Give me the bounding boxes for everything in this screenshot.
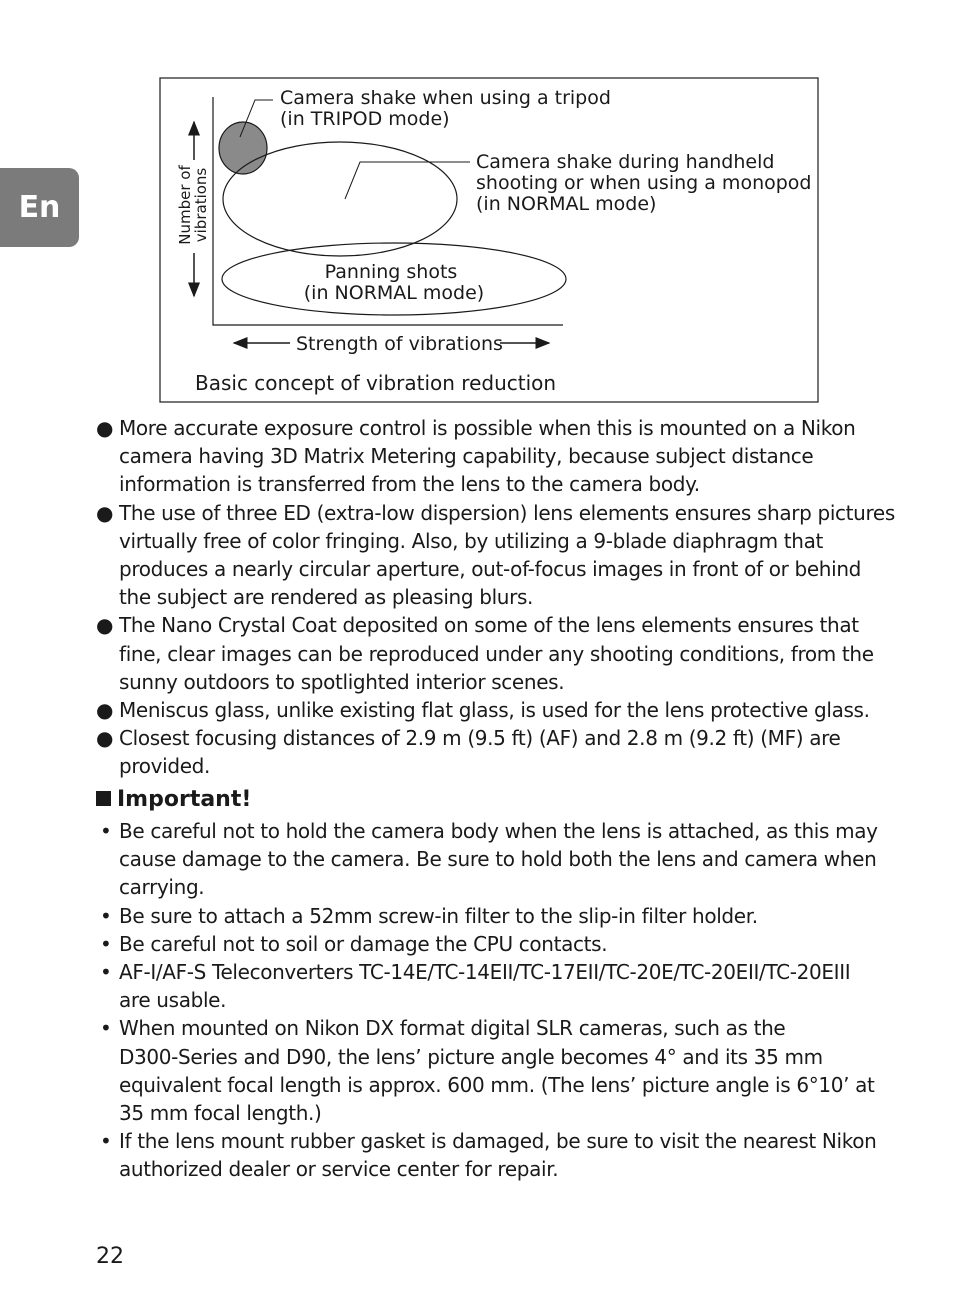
text-line: Be careful not to hold the camera body when the lens is attached, as this may (119, 819, 878, 843)
y-axis-label-1: Number of (176, 165, 194, 245)
page-number: 22 (96, 1244, 124, 1269)
text-line: provided. (119, 754, 211, 779)
text-line: Be careful not to soil or damage the CPU contacts. (119, 931, 608, 956)
bullet-icon: ● (96, 416, 114, 440)
important-item (96, 930, 896, 958)
feature-list (96, 414, 896, 781)
important-item (96, 1127, 896, 1183)
text-line: Meniscus glass, unlike existing flat glass, is used for the lens protective glass. (119, 698, 870, 723)
text-line: Closest focusing distances of 2.9 m (9.5 ft) (AF) and 2.8 m (9.2 ft) (MF) are (119, 726, 841, 751)
feature-item (96, 499, 896, 612)
text-line: AF-I/AF-S Teleconverters TC-14E/TC-14EII/TC-17EII/TC-20E/TC-20EII/TC-20EIII (119, 960, 851, 985)
text-line: produces a nearly circular aperture, out-of-focus images in front of or behind (119, 557, 862, 582)
text-line: cause damage to the camera. Be sure to hold both the lens and camera when (119, 847, 877, 872)
tripod-label-1: Camera shake when using a tripod (280, 87, 611, 109)
handheld-label-3: (in NORMAL mode) (476, 193, 657, 215)
text-line: the subject are rendered as pleasing blurs. (119, 585, 534, 610)
feature-item (96, 611, 896, 696)
bullet-icon: • (100, 1129, 112, 1154)
text-line: If the lens mount rubber gasket is damaged, be sure to visit the nearest Nikon (119, 1129, 877, 1154)
text-line: The Nano Crystal Coat deposited on some of the lens elements ensures that (119, 613, 859, 638)
text-line: 35 mm focal length.) (119, 1101, 322, 1126)
important-item (96, 958, 896, 1014)
text-line: The use of three ED (extra-low dispersion) lens elements ensures sharp pictures (119, 500, 895, 525)
important-item (96, 817, 896, 902)
bullet-icon: • (100, 1016, 112, 1041)
vibration-reduction-diagram (0, 0, 954, 420)
bullet-icon: ● (96, 698, 114, 723)
bullet-icon: • (100, 960, 112, 985)
bullet-icon: ● (96, 613, 114, 638)
text-line: D300-Series and D90, the lens’ picture angle becomes 4° and its 35 mm (119, 1044, 823, 1069)
panning-label-1: Panning shots (324, 261, 458, 283)
text-line: When mounted on Nikon DX format digital SLR cameras, such as the (119, 1016, 786, 1041)
bullet-icon: • (100, 819, 112, 843)
text-line: More accurate exposure control is possible when this is mounted on a Nikon (119, 416, 856, 440)
panning-label-2: (in NORMAL mode) (303, 282, 485, 304)
text-line: Be sure to attach a 52mm screw-in filter to the slip-in filter holder. (119, 903, 758, 928)
text-line: camera having 3D Matrix Metering capability, because subject distance (119, 444, 814, 469)
bullet-icon: ● (96, 500, 114, 525)
text-line: virtually free of color fringing. Also, by utilizing a 9-blade diaphragm that (119, 528, 824, 553)
text-line: information is transferred from the lens to the camera body. (119, 472, 700, 497)
bullet-icon: • (100, 903, 112, 928)
x-axis-label: Strength of vibrations (296, 333, 503, 355)
important-item (96, 1014, 896, 1127)
tripod-label-2: (in TRIPOD mode) (280, 108, 450, 130)
handheld-label-2: shooting or when using a monopod (476, 172, 812, 194)
important-item (96, 902, 896, 930)
feature-item (96, 696, 896, 724)
feature-item (96, 724, 896, 780)
bullet-icon: • (100, 931, 112, 956)
text-line: carrying. (119, 875, 205, 900)
y-axis-label-2: vibrations (192, 167, 210, 243)
important-heading (96, 787, 251, 812)
text-line: are usable. (119, 988, 227, 1013)
handheld-label-1: Camera shake during handheld (476, 151, 775, 173)
text-line: fine, clear images can be reproduced under any shooting conditions, from the (119, 641, 874, 666)
important-list (96, 817, 896, 1184)
bullet-icon: ● (96, 726, 114, 751)
feature-item (96, 414, 896, 499)
diagram-caption: Basic concept of vibration reduction (195, 371, 557, 395)
square-bullet-icon (96, 791, 111, 806)
text-line: equivalent focal length is approx. 600 mm. (The lens’ picture angle is 6°10’ at (119, 1072, 875, 1097)
text-line: sunny outdoors to spotlighted interior scenes. (119, 669, 565, 694)
language-tab-label: En (18, 190, 61, 225)
important-heading-text: Important! (117, 787, 252, 812)
text-line: authorized dealer or service center for repair. (119, 1157, 559, 1182)
